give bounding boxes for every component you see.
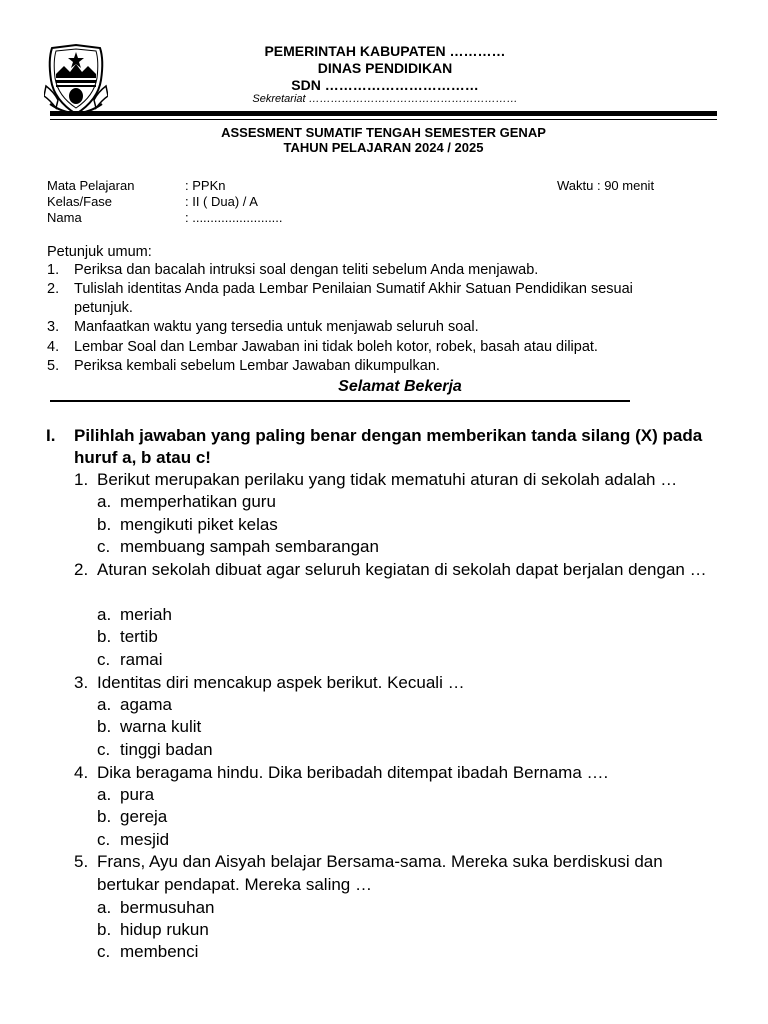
question-text: Frans, Ayu dan Aisyah belajar Bersama-sama. Mereka suka berdiskusi dan bertukar pendapat. Mereka saling … — [97, 852, 663, 894]
instruction-number: 2. — [47, 281, 60, 297]
instruction-text: Tulislah identitas Anda pada Lembar Penilaian Sumatif Akhir Satuan Pendidikan sesuai petunjuk. — [74, 281, 633, 316]
option-text: meriah — [120, 605, 172, 624]
exam-time: Waktu : 90 menit — [557, 178, 655, 193]
section-number: I. — [46, 426, 56, 445]
option-letter: b. — [97, 920, 112, 939]
option-letter: b. — [97, 807, 112, 826]
option-letter: c. — [97, 830, 111, 849]
question-number: 1. — [74, 470, 89, 489]
option-text: bermusuhan — [120, 898, 215, 917]
option-text: membenci — [120, 942, 199, 961]
identity-label: Kelas/Fase — [47, 194, 113, 209]
question-number: 4. — [74, 763, 89, 782]
identity-value: : ......................... — [185, 210, 283, 225]
option-text: ramai — [120, 650, 163, 669]
option-letter: b. — [97, 717, 112, 736]
option-letter: b. — [97, 627, 112, 646]
instruction-text: Lembar Soal dan Lembar Jawaban ini tidak boleh kotor, robek, basah atau dilipat. — [74, 339, 598, 355]
instruction-text: Manfaatkan waktu yang tersedia untuk menjawab seluruh soal. — [74, 319, 479, 335]
option-letter: a. — [97, 492, 112, 511]
section-instruction: Pilihlah jawaban yang paling benar dengan memberikan tanda silang (X) pada huruf a, b atau c! — [74, 426, 703, 467]
question-number: 2. — [74, 560, 89, 579]
exam-year: TAHUN PELAJARAN 2024 / 2025 — [283, 140, 484, 155]
option-text: hidup rukun — [120, 920, 209, 939]
option-text: tertib — [120, 627, 158, 646]
question-number: 5. — [74, 852, 89, 871]
option-letter: a. — [97, 898, 112, 917]
option-letter: c. — [97, 537, 111, 556]
option-letter: c. — [97, 650, 111, 669]
option-letter: c. — [97, 942, 111, 961]
identity-value: : II ( Dua) / A — [185, 194, 258, 209]
exam-title: ASSESMENT SUMATIF TENGAH SEMESTER GENAP — [221, 125, 546, 140]
instruction-number: 5. — [47, 358, 60, 374]
question-text: Berikut merupakan perilaku yang tidak mematuhi aturan di sekolah adalah … — [97, 470, 678, 489]
option-text: membuang sampah sembarangan — [120, 537, 379, 556]
letterhead-divider-thin — [50, 119, 717, 120]
letterhead-department: DINAS PENDIDIKAN — [317, 60, 453, 76]
identity-value: : PPKn — [185, 178, 226, 193]
section-divider — [50, 400, 630, 402]
option-letter: a. — [97, 785, 112, 804]
question-number: 3. — [74, 673, 89, 692]
letterhead-government: PEMERINTAH KABUPATEN ………… — [264, 43, 506, 59]
instruction-text: Periksa kembali sebelum Lembar Jawaban dikumpulkan. — [74, 358, 440, 374]
option-text: mesjid — [120, 830, 170, 849]
regency-shield-emblem-icon — [44, 42, 108, 118]
option-letter: b. — [97, 515, 112, 534]
option-text: warna kulit — [120, 717, 202, 736]
letterhead-secretariat: Sekretariat ………………………………………………… — [252, 93, 518, 105]
option-text: mengikuti piket kelas — [120, 515, 278, 534]
instructions-heading: Petunjuk umum: — [47, 244, 152, 260]
option-letter: a. — [97, 695, 112, 714]
option-text: tinggi badan — [120, 740, 213, 759]
closing-greeting: Selamat Bekerja — [338, 378, 462, 395]
instruction-number: 4. — [47, 339, 60, 355]
instruction-number: 3. — [47, 319, 60, 335]
instruction-number: 1. — [47, 262, 60, 278]
question-text: Aturan sekolah dibuat agar seluruh kegiatan di sekolah dapat berjalan dengan … — [97, 560, 707, 579]
identity-label: Nama — [47, 210, 82, 225]
option-letter: a. — [97, 605, 112, 624]
option-letter: c. — [97, 740, 111, 759]
option-text: pura — [120, 785, 155, 804]
option-text: memperhatikan guru — [120, 492, 276, 511]
question-text: Identitas diri mencakup aspek berikut. Kecuali … — [97, 673, 465, 692]
option-text: agama — [120, 695, 172, 714]
letterhead-divider-thick — [50, 111, 717, 116]
option-text: gereja — [120, 807, 168, 826]
identity-label: Mata Pelajaran — [47, 178, 135, 193]
letterhead-school: SDN …………………………… — [291, 77, 479, 93]
question-text: Dika beragama hindu. Dika beribadah ditempat ibadah Bernama …. — [97, 763, 609, 782]
instruction-text: Periksa dan bacalah intruksi soal dengan teliti sebelum Anda menjawab. — [74, 262, 539, 278]
